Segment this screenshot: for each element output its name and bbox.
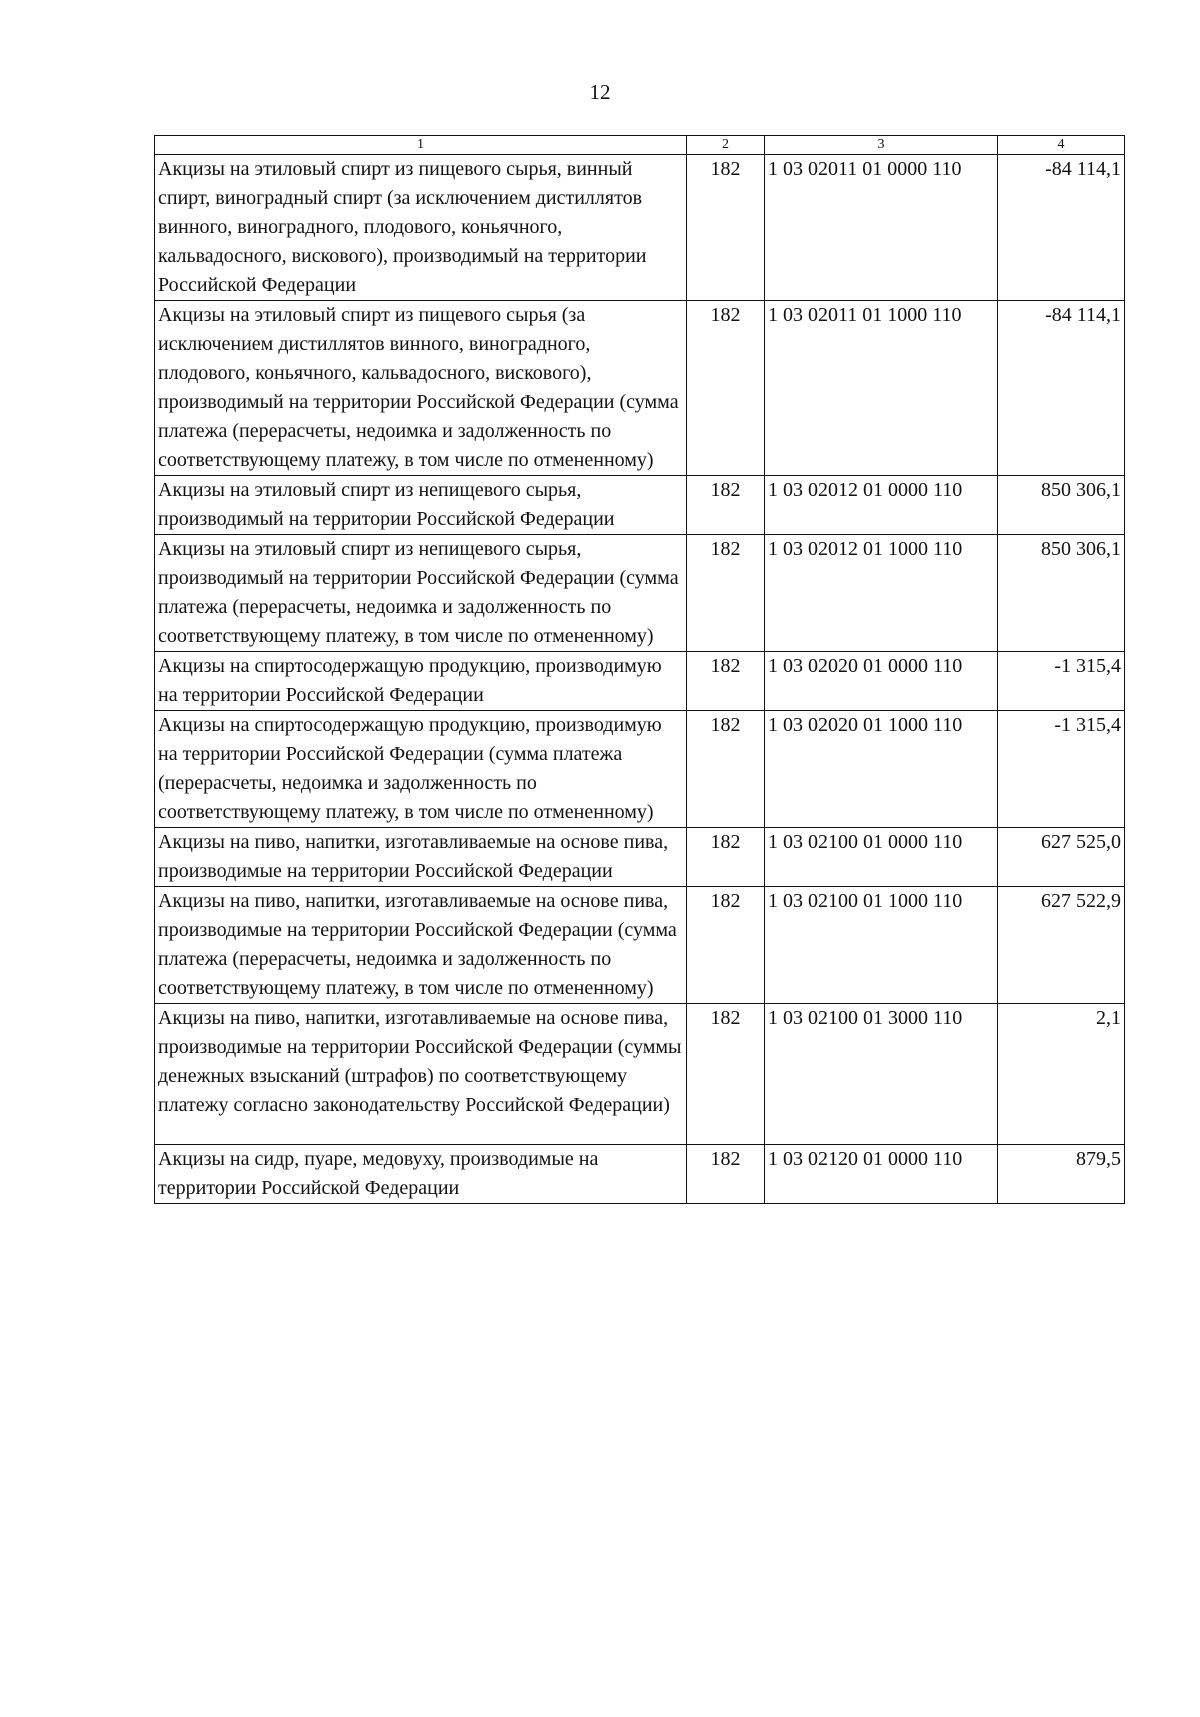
row-budget-code: 1 03 02011 01 0000 110 xyxy=(765,155,998,301)
row-name: Акцизы на этиловый спирт из пищевого сырья, винный спирт, виноградный спирт (за исключением дистиллятов винного, виноградного, плодового, коньячного, кальвадосного, вискового), производимый на территории Российской Федерации xyxy=(155,155,687,301)
table-header-row xyxy=(155,136,1125,155)
row-sum: 2,1 xyxy=(998,1004,1125,1145)
table-row xyxy=(155,828,1125,887)
row-name: Акцизы на этиловый спирт из пищевого сырья (за исключением дистиллятов винного, виноградного, плодового, коньячного, кальвадосного, вискового), производимый на территории Российской Федерации (сумма платежа (перерасчеты, недоимка и задолженность по соответствующему платежу, в том числе по отмененному) xyxy=(155,301,687,476)
table-row xyxy=(155,887,1125,1004)
row-name: Акцизы на спиртосодержащую продукцию, производимую на территории Российской Федерации (сумма платежа (перерасчеты, недоимка и задолженность по соответствующему платежу, в том числе по отмененному) xyxy=(155,711,687,828)
row-admin-code: 182 xyxy=(687,887,765,1004)
table-row xyxy=(155,652,1125,711)
row-admin-code: 182 xyxy=(687,828,765,887)
column-header-code: 3 xyxy=(765,136,998,155)
row-sum: 627 522,9 xyxy=(998,887,1125,1004)
row-sum: 850 306,1 xyxy=(998,535,1125,652)
column-header-sum: 4 xyxy=(998,136,1125,155)
row-name: Акцизы на этиловый спирт из непищевого сырья, производимый на территории Российской Федерации (сумма платежа (перерасчеты, недоимка и задолженность по соответствующему платежу, в том числе по отмененному) xyxy=(155,535,687,652)
row-name: Акцизы на спиртосодержащую продукцию, производимую на территории Российской Федерации xyxy=(155,652,687,711)
row-budget-code: 1 03 02020 01 0000 110 xyxy=(765,652,998,711)
table-row xyxy=(155,711,1125,828)
row-admin-code: 182 xyxy=(687,1145,765,1204)
table-row xyxy=(155,155,1125,301)
row-sum: 627 525,0 xyxy=(998,828,1125,887)
row-admin-code: 182 xyxy=(687,711,765,828)
column-header-admin: 2 xyxy=(687,136,765,155)
row-budget-code: 1 03 02011 01 1000 110 xyxy=(765,301,998,476)
row-name: Акцизы на пиво, напитки, изготавливаемые на основе пива, производимые на территории Российской Федерации xyxy=(155,828,687,887)
row-sum: 850 306,1 xyxy=(998,476,1125,535)
row-admin-code: 182 xyxy=(687,476,765,535)
table-row xyxy=(155,476,1125,535)
row-admin-code: 182 xyxy=(687,155,765,301)
table-row xyxy=(155,301,1125,476)
page-number: 12 xyxy=(589,80,611,104)
column-header-name: 1 xyxy=(155,136,687,155)
row-admin-code: 182 xyxy=(687,301,765,476)
table-row xyxy=(155,535,1125,652)
row-sum: -1 315,4 xyxy=(998,652,1125,711)
table-row xyxy=(155,1145,1125,1204)
row-budget-code: 1 03 02100 01 1000 110 xyxy=(765,887,998,1004)
row-name: Акцизы на этиловый спирт из непищевого сырья, производимый на территории Российской Федерации xyxy=(155,476,687,535)
row-sum: -84 114,1 xyxy=(998,301,1125,476)
row-sum: -1 315,4 xyxy=(998,711,1125,828)
row-name: Акцизы на пиво, напитки, изготавливаемые на основе пива, производимые на территории Российской Федерации (сумма платежа (перерасчеты, недоимка и задолженность по соответствующему платежу, в том числе по отмененному) xyxy=(155,887,687,1004)
row-budget-code: 1 03 02020 01 1000 110 xyxy=(765,711,998,828)
row-name: Акцизы на пиво, напитки, изготавливаемые на основе пива, производимые на территории Российской Федерации (суммы денежных взысканий (штрафов) по соответствующему платежу согласно законодательству Российской Федерации) xyxy=(155,1004,687,1145)
row-admin-code: 182 xyxy=(687,535,765,652)
row-budget-code: 1 03 02012 01 1000 110 xyxy=(765,535,998,652)
row-budget-code: 1 03 02012 01 0000 110 xyxy=(765,476,998,535)
excise-table xyxy=(154,135,1125,1204)
row-budget-code: 1 03 02100 01 3000 110 xyxy=(765,1004,998,1145)
row-budget-code: 1 03 02100 01 0000 110 xyxy=(765,828,998,887)
row-name: Акцизы на сидр, пуаре, медовуху, производимые на территории Российской Федерации xyxy=(155,1145,687,1204)
row-sum: -84 114,1 xyxy=(998,155,1125,301)
row-budget-code: 1 03 02120 01 0000 110 xyxy=(765,1145,998,1204)
row-admin-code: 182 xyxy=(687,1004,765,1145)
row-sum: 879,5 xyxy=(998,1145,1125,1204)
table-row xyxy=(155,1004,1125,1145)
row-admin-code: 182 xyxy=(687,652,765,711)
